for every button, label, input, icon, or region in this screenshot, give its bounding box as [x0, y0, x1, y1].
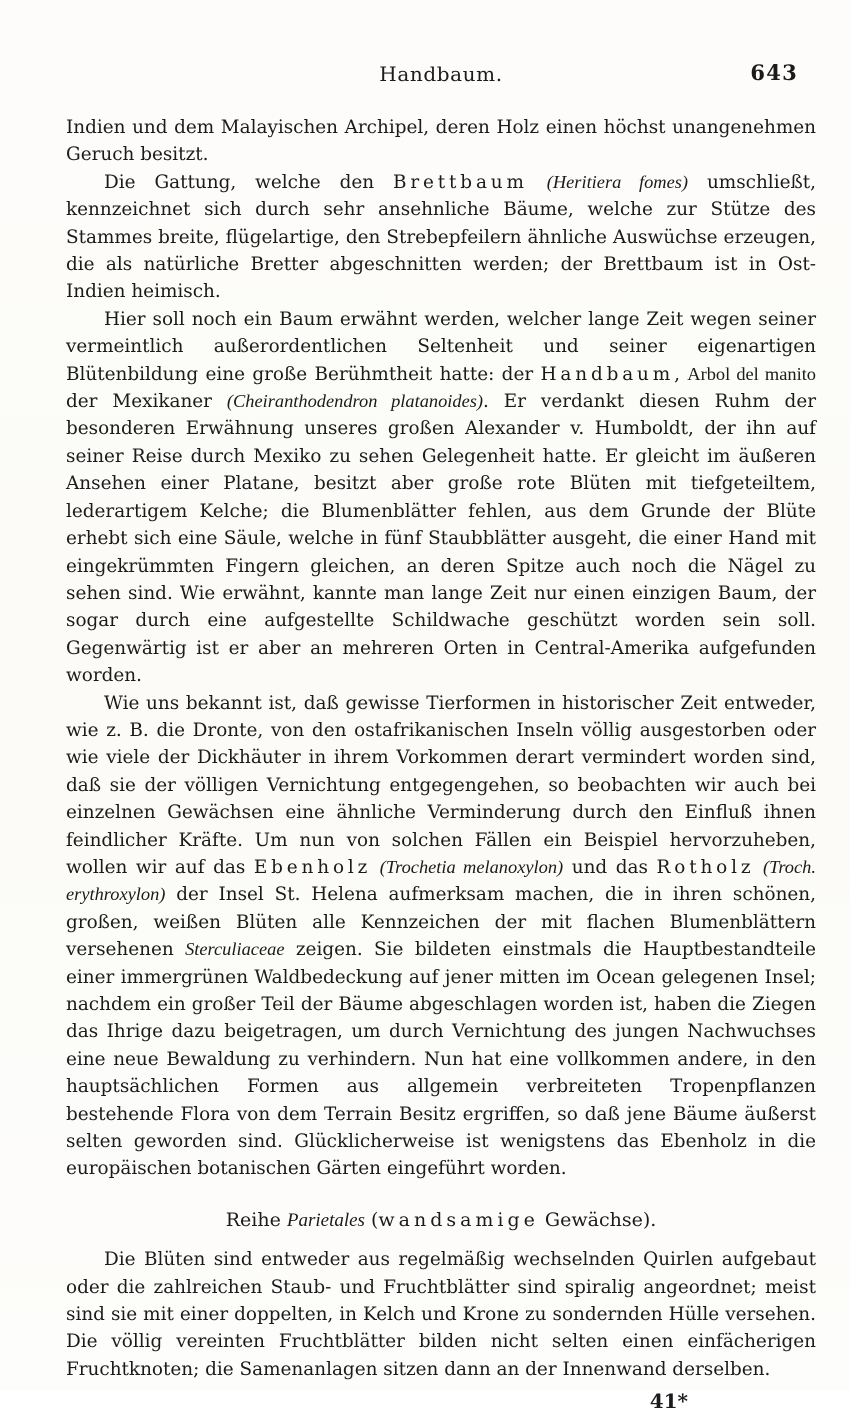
running-title: Handbaum. [379, 62, 503, 86]
text-run: Die Blüten sind entweder aus regelmäßig wechselnden Quirlen aufgebaut oder die zahlreichen Staub- und Fruchtblätter sind spiralig angeordnet; meist sind sie mit einer doppelten, in Kelch und Krone zu sondernden Hülle versehen. Die völlig vereinten Fruchtblätter bilden nicht selten einen einfächerigen Fruchtknoten; die Samenanlagen sitzen dann an der Innenwand derselben. [66, 1249, 816, 1380]
text-run: Reihe [225, 1208, 287, 1231]
text-run: ( [364, 1208, 379, 1231]
text-run: Gewächse). [538, 1208, 657, 1231]
emphasized-term: wandsamige [378, 1208, 539, 1231]
latin-name: (Trochetia melanoxylon) [379, 856, 564, 877]
paragraph [66, 114, 816, 169]
latin-name: (Cheiranthodendron platanoides) [226, 391, 484, 412]
emphasized-term: Handbaum [540, 363, 675, 385]
emphasized-term: Brettbaum [393, 171, 528, 193]
text-run: . Er verdankt diesen Ruhm der besonderen Erwähnung unseres großen Alexander v. Humboldt, der ihn auf seiner Reise durch Mexiko zu sehen Gelegenheit hatte. Er gleicht im äußeren Ansehen einer Platane, besitzt aber große rote Blüten mit tiefgeteiltem, lederartigem Kelche; die Blumenblätter fehlen, aus dem Grunde der Blüte erhebt sich eine Säule, welche in fünf Staubblätter ausgeht, die einer Hand mit eingekrümmten Fingern gleichen, an deren Spitze auch noch die Nägel zu sehen sind. Wie erwähnt, kannte man lange Zeit nur einen einzigen Baum, der sogar durch eine aufgestellte Schildwache geschützt worden sein soll. Gegenwärtig ist er aber an mehreren Orten in Central-Amerika aufgefunden worden. [66, 391, 816, 687]
text-run: der Insel St. Helena aufmerksam machen, die in ihren schönen, großen, weißen Blüten alle Kennzeichen der mit flachen Blumenblättern versehenen [66, 884, 816, 961]
text-run: Indien und dem Malayischen Archipel, deren Holz einen höchst unangenehmen Geruch besitzt. [66, 117, 816, 166]
page-header [66, 62, 816, 94]
text-run: zeigen. Sie bildeten einstmals die Hauptbestandteile einer immergrünen Waldbedeckung auf jener mitten im Ocean gelegenen Insel; nachdem ein großer Teil der Bäume abgeschlagen worden ist, haben die Ziegen das Ihrige dazu beigetragen, um durch Vernichtung des jungen Nachwuchses eine neue Bewaldung zu verhindern. Nun hat eine vollkommen andere, in den hauptsächlichen Formen aus allgemein verbreiteten Tropenpflanzen bestehende Flora von dem Terrain Besitz ergriffen, so daß jene Bäume äußerst selten geworden sind. Glücklicherweise ist wenigstens das Ebenholz in die europäischen botanischen Gärten eingeführt worden. [66, 939, 816, 1180]
latin-name: (Heritiera fomes) [546, 171, 689, 192]
text-run: der Mexikaner [66, 391, 227, 413]
latin-name: Sterculiaceae [185, 939, 285, 960]
text-run [371, 857, 380, 878]
page-footer [66, 1389, 816, 1413]
signature-mark: 41* [649, 1389, 688, 1413]
text-run: , [674, 363, 688, 385]
text-run: Arbol del manito [687, 363, 816, 384]
paragraph [66, 690, 816, 1183]
latin-name: Parietales [286, 1209, 365, 1231]
latin-name: (Troch. erythroxylon) [66, 856, 816, 905]
text-run [528, 172, 547, 193]
text-run: Die Gattung, welche den [104, 171, 394, 193]
paragraph [66, 306, 816, 690]
paragraph [66, 1246, 816, 1383]
text-run: und das [563, 856, 657, 878]
text-run: Hier soll noch ein Baum erwähnt werden, welcher lange Zeit wegen seiner vermeintlich außerordentlichen Seltenheit und seiner eigenartigen Blütenbildung eine große Berühmtheit hatte: der [66, 308, 816, 385]
page-number: 643 [750, 60, 798, 85]
emphasized-term: Rotholz [656, 856, 755, 878]
text-run [754, 857, 763, 878]
text-run: Wie uns bekannt ist, daß gewisse Tierformen in historischer Zeit entweder, wie z. B. die Dronte, von den ostafrikanischen Inseln völlig ausgestorben oder wie viele der Dickhäuter in ihrem Vorkommen derart vermindert worden sind, daß sie der völligen Vernichtung entgegengehen, so beobachten wir auch bei einzelnen Gewächsen eine ähnliche Verminderung durch den Einfluß ihnen feindlicher Kräfte. Um nun von solchen Fällen ein Beispiel hervorzuheben, wollen wir auf das [66, 692, 816, 878]
page-body [66, 114, 816, 1383]
text-run: umschließt, kennzeichnet sich durch sehr ansehnliche Bäume, welche zur Stütze des Stammes breite, flügelartige, den Strebepfeilern ähnliche Auswüchse erzeugen, die als natürliche Bretter abgeschnitten werden; der Brettbaum ist in Ost-Indien heimisch. [66, 171, 816, 303]
emphasized-term: Ebenholz [253, 856, 372, 878]
section-heading [66, 1207, 816, 1234]
paragraph [66, 169, 816, 306]
